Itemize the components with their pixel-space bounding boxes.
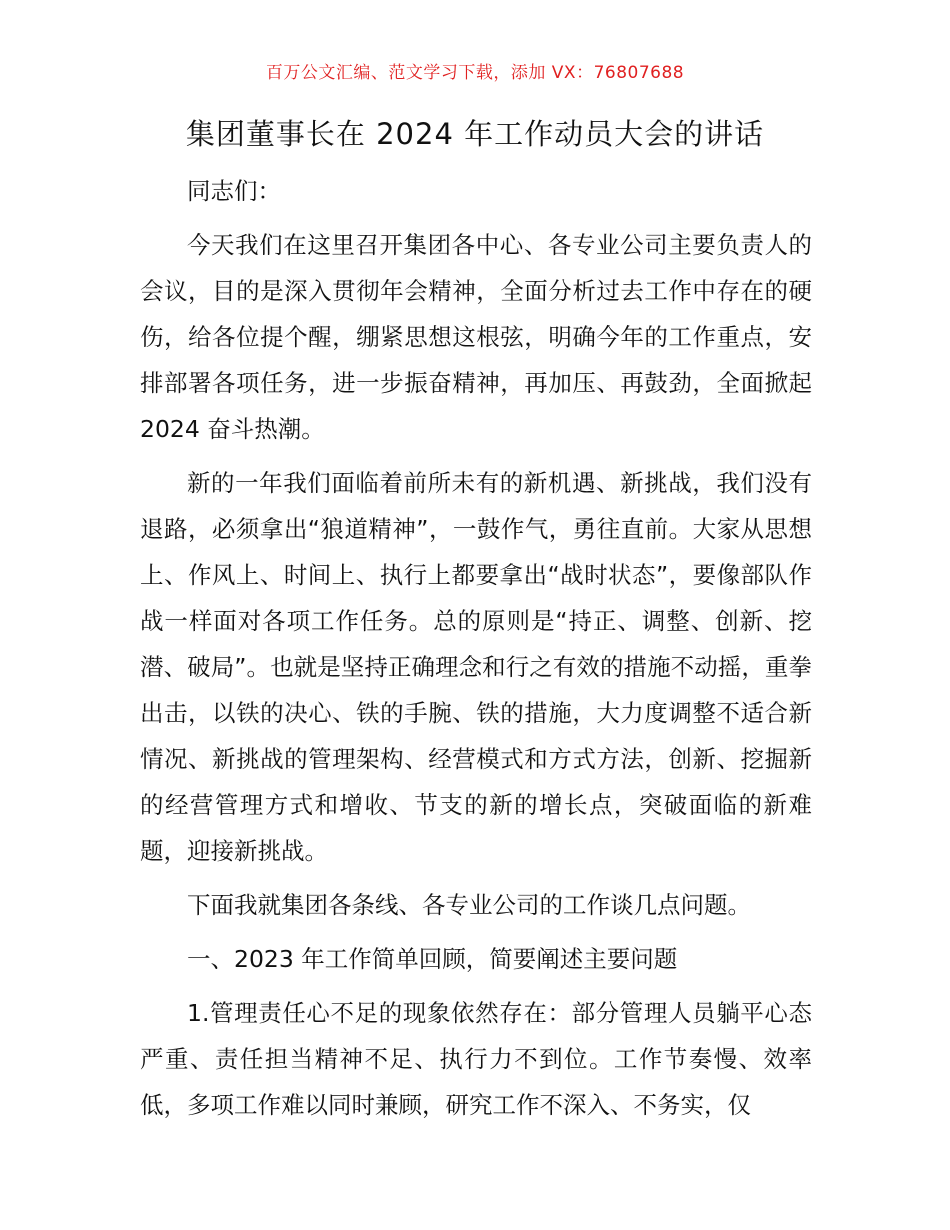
- paragraph-transition: 下面我就集团各条线、各专业公司的工作谈几点问题。: [187, 891, 751, 919]
- section-heading-one: 一、2023 年工作简单回顾，简要阐述主要问题: [187, 945, 678, 973]
- paragraph-point-one: 1.管理责任心不足的现象依然存在：部分管理人员躺平心态严重、责任担当精神不足、执行力不到位。工作节奏慢、效率低，多项工作难以同时兼顾，研究工作不深入、不务实，仅: [140, 999, 812, 1119]
- salutation: 同志们：: [187, 177, 281, 205]
- document-body: [140, 168, 812, 1136]
- document-title: 集团董事长在 2024 年工作动员大会的讲话: [185, 117, 765, 151]
- paragraph-challenges: 新的一年我们面临着前所未有的新机遇、新挑战，我们没有退路，必须拿出“狼道精神”，一鼓作气，勇往直前。大家从思想上、作风上、时间上、执行上都要拿出“战时状态”，要像部队作战一样面对各项工作任务。总的原则是“持正、调整、创新、挖潜、破局”。也就是坚持正确理念和行之有效的措施不动摇，重拳出击，以铁的决心、铁的手腕、铁的措施，大力度调整不适合新情况、新挑战的管理架构、经营模式和方式方法，创新、挖掘新的经营管理方式和增收、节支的新的增长点，突破面临的新难题，迎接新挑战。: [140, 469, 812, 865]
- paragraph-intro: 今天我们在这里召开集团各中心、各专业公司主要负责人的会议，目的是深入贯彻年会精神，全面分析过去工作中存在的硬伤，给各位提个醒，绷紧思想这根弦，明确今年的工作重点，安排部署各项任务，进一步振奋精神，再加压、再鼓劲，全面掀起 2024 奋斗热潮。: [140, 231, 812, 443]
- header-promo-note: 百万公文汇编、范文学习下载，添加 VX：76807688: [265, 63, 685, 83]
